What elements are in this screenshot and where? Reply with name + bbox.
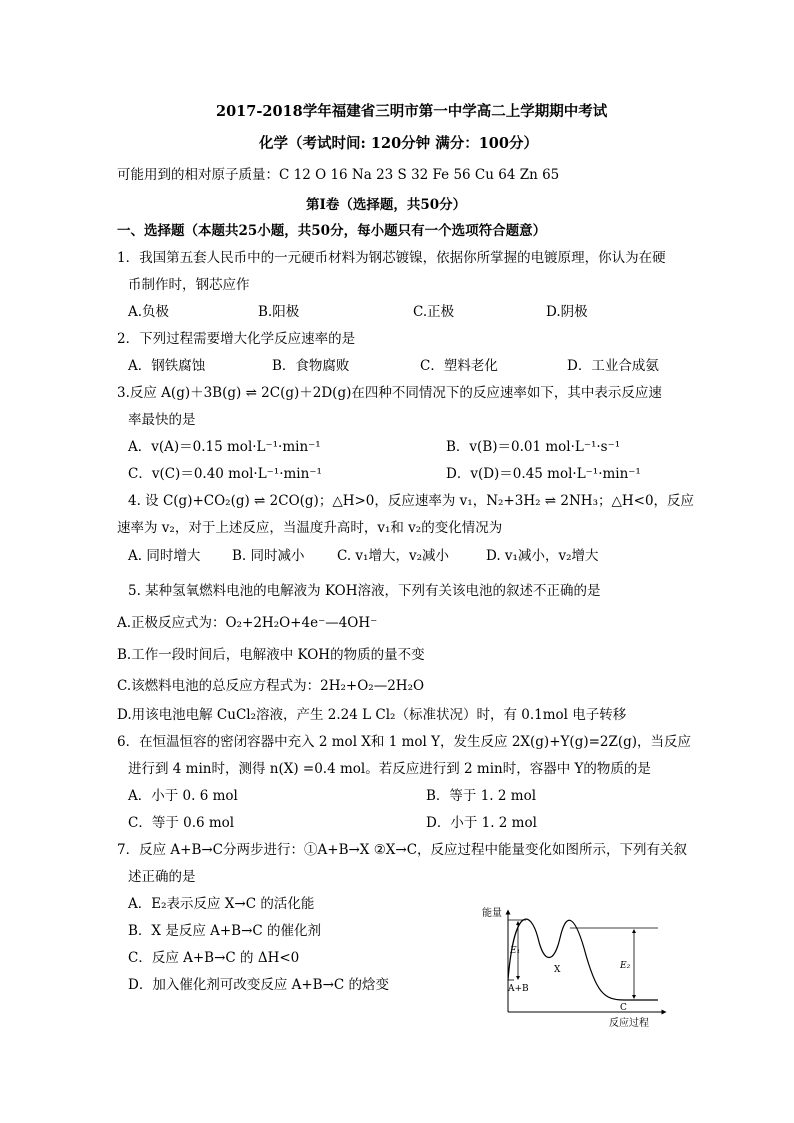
q3-line-1: 3.反应 A(g)＋3B(g) ⇌ 2C(g)＋2D(g)在四种不同情况下的反应速率如下，其中表示反应速 bbox=[117, 385, 662, 401]
q4-line-1: 4. 设 C(g)+CO₂(g) ⇌ 2CO(g)；△H>0，反应速率为 v₁，N₂+3H₂ ⇌ 2NH₃；△H<0，反应 bbox=[128, 493, 695, 509]
q1-line-2: 币制作时，钢芯应作 bbox=[128, 277, 250, 293]
c-label: C bbox=[620, 1003, 627, 1013]
q1-option-d: D.阴极 bbox=[546, 304, 588, 320]
q5-line-1: 5. 某种氢氧燃料电池的电解液为 KOH溶液，下列有关该电池的叙述不正确的是 bbox=[128, 583, 601, 599]
q5-option-d: D.用该电池电解 CuCl₂溶液，产生 2.24 L Cl₂（标准状况）时，有 0.1mol 电子转移 bbox=[117, 707, 627, 723]
q3-option-d: D．v(D)＝0.45 mol·L⁻¹·min⁻¹ bbox=[446, 466, 641, 482]
q3-option-c: C．v(C)＝0.40 mol·L⁻¹·min⁻¹ bbox=[128, 466, 322, 482]
q5-option-b: B.工作一段时间后，电解液中 KOH的物质的量不变 bbox=[117, 647, 425, 663]
q5-option-a: A.正极反应式为：O₂+2H₂O+4e⁻—4OH⁻ bbox=[117, 615, 378, 631]
atomic-masses: 可能用到的相对原子质量：C 12 O 16 Na 23 S 32 Fe 56 Cu 64 Zn 65 bbox=[117, 167, 560, 183]
q5-option-c: C.该燃料电池的总反应方程式为：2H₂+O₂—2H₂O bbox=[117, 678, 425, 694]
q1-option-b: B.阳极 bbox=[258, 304, 300, 320]
y-axis-label: 能量 bbox=[482, 908, 502, 919]
q6-line-1: 6．在恒温恒容的密闭容器中充入 2 mol X和 1 mol Y，发生反应 2X(g)+Y(g)=2Z(g)，当反应 bbox=[117, 734, 692, 750]
q3-line-2: 率最快的是 bbox=[128, 412, 196, 428]
q1-option-a: A.负极 bbox=[128, 304, 170, 320]
q6-option-d: D．小于 1. 2 mol bbox=[426, 815, 537, 831]
q4-option-c: C. v₁增大，v₂减小 bbox=[337, 548, 450, 564]
q2-line-1: 2．下列过程需要增大化学反应速率的是 bbox=[117, 331, 356, 347]
q7-option-d: D．加入催化剂可改变反应 A+B→C 的焓变 bbox=[128, 977, 390, 993]
volume-heading: 第Ⅰ卷（选择题，共50分） bbox=[306, 197, 467, 213]
q6-line-2: 进行到 4 min时，测得 n(X) =0.4 mol。若反应进行到 2 min时，容器中 Y的物质的是 bbox=[128, 761, 651, 777]
q7-option-c: C．反应 A+B→C 的 ΔH<0 bbox=[128, 950, 300, 966]
q4-line-2: 速率为 v₂，对于上述反应，当温度升高时，v₁和 v₂的变化情况为 bbox=[117, 520, 503, 536]
q7-option-a: A．E₂表示反应 X→C 的活化能 bbox=[128, 896, 315, 912]
q7-line-2: 述正确的是 bbox=[128, 869, 196, 885]
q7-line-1: 7．反应 A+B→C分两步进行：①A+B→X ②X→C，反应过程中能量变化如图所示，下列有关叙 bbox=[117, 842, 688, 858]
x-axis-label: 反应过程 bbox=[609, 1018, 649, 1029]
q1-option-c: C.正极 bbox=[413, 304, 455, 320]
e1-label: E₁ bbox=[510, 946, 521, 956]
exam-title: 2017-2018学年福建省三明市第一中学高二上学期期中考试 bbox=[216, 103, 608, 120]
q4-option-b: B. 同时减小 bbox=[232, 548, 305, 564]
q3-option-a: A．v(A)＝0.15 mol·L⁻¹·min⁻¹ bbox=[128, 439, 321, 455]
q1-line-1: 1．我国第五套人民币中的一元硬币材料为钢芯镀镍，依据你所掌握的电镀原理，你认为在硬 bbox=[117, 250, 666, 266]
e2-label: E₂ bbox=[620, 961, 631, 971]
q6-option-b: B．等于 1. 2 mol bbox=[426, 788, 537, 804]
x-label: X bbox=[554, 965, 561, 975]
q2-option-a: A．钢铁腐蚀 bbox=[128, 358, 206, 374]
q2-option-c: C．塑料老化 bbox=[420, 358, 498, 374]
part-heading: 一、选择题（本题共25小题，共50分，每小题只有一个选项符合题意） bbox=[117, 223, 547, 239]
ab-label: A+B bbox=[508, 984, 529, 994]
q6-option-c: C．等于 0.6 mol bbox=[128, 815, 235, 831]
q7-option-b: B．X 是反应 A+B→C 的催化剂 bbox=[128, 923, 322, 939]
q4-option-a: A. 同时增大 bbox=[128, 548, 201, 564]
energy-curve bbox=[508, 919, 658, 1000]
q3-option-b: B．v(B)＝0.01 mol·L⁻¹·s⁻¹ bbox=[446, 439, 621, 455]
q4-option-d: D. v₁减小，v₂增大 bbox=[486, 548, 599, 564]
exam-subtitle: 化学（考试时间: 120分钟 满分：100分） bbox=[259, 135, 538, 152]
q2-option-b: B．食物腐败 bbox=[272, 358, 350, 374]
energy-diagram bbox=[474, 898, 674, 1030]
q2-option-d: D．工业合成氨 bbox=[567, 358, 659, 374]
q6-option-a: A．小于 0. 6 mol bbox=[128, 788, 238, 804]
